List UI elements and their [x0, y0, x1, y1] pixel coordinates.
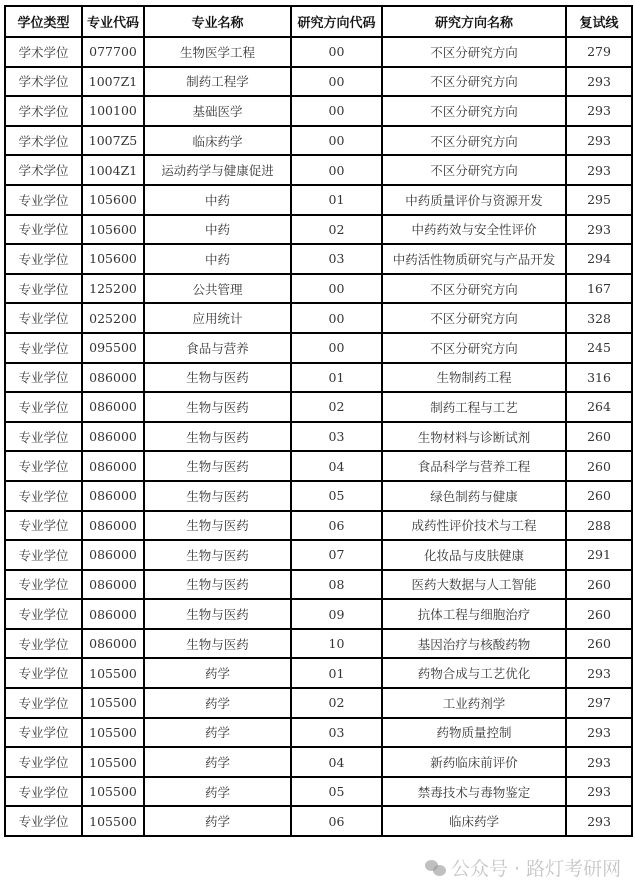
cell-direction-code: 01: [291, 185, 382, 215]
table-row: [5, 481, 632, 511]
cell-direction-name: 不区分研究方向: [382, 96, 566, 126]
table-row: [5, 363, 632, 393]
cell-direction-code: 03: [291, 244, 382, 274]
cell-major-code: 105500: [82, 806, 144, 836]
table-row: [5, 96, 632, 126]
cell-major-name: 生物医学工程: [144, 37, 291, 67]
cell-cutoff-score: 260: [566, 629, 632, 659]
cell-direction-code: 01: [291, 363, 382, 393]
cell-major-name: 生物与医药: [144, 392, 291, 422]
cell-direction-name: 中药活性物质研究与产品开发: [382, 244, 566, 274]
cell-major-code: 086000: [82, 540, 144, 570]
cell-cutoff-score: 260: [566, 570, 632, 600]
cell-major-code: 086000: [82, 363, 144, 393]
table-header-row: [5, 6, 632, 37]
cell-direction-name: 基因治疗与核酸药物: [382, 629, 566, 659]
cell-degree-type: 专业学位: [5, 274, 82, 304]
cell-major-name: 食品与营养: [144, 333, 291, 363]
cell-degree-type: 专业学位: [5, 511, 82, 541]
score-table: [4, 5, 633, 837]
cell-direction-name: 不区分研究方向: [382, 155, 566, 185]
cell-cutoff-score: 288: [566, 511, 632, 541]
table-row: [5, 511, 632, 541]
cell-direction-name: 不区分研究方向: [382, 67, 566, 97]
cell-direction-name: 抗体工程与细胞治疗: [382, 599, 566, 629]
table-row: [5, 540, 632, 570]
cell-direction-name: 药物质量控制: [382, 718, 566, 748]
cell-cutoff-score: 293: [566, 126, 632, 156]
cell-cutoff-score: 245: [566, 333, 632, 363]
cell-cutoff-score: 260: [566, 481, 632, 511]
cell-degree-type: 专业学位: [5, 747, 82, 777]
table-row: [5, 688, 632, 718]
cell-cutoff-score: 291: [566, 540, 632, 570]
cell-direction-code: 00: [291, 274, 382, 304]
table-row: [5, 718, 632, 748]
cell-direction-name: 不区分研究方向: [382, 303, 566, 333]
cell-major-name: 药学: [144, 718, 291, 748]
cell-degree-type: 专业学位: [5, 570, 82, 600]
cell-major-name: 生物与医药: [144, 511, 291, 541]
table-row: [5, 37, 632, 67]
cell-major-code: 105500: [82, 718, 144, 748]
cell-degree-type: 专业学位: [5, 658, 82, 688]
cell-direction-name: 药物合成与工艺优化: [382, 658, 566, 688]
watermark: [425, 854, 621, 881]
table-row: [5, 126, 632, 156]
cell-direction-code: 03: [291, 718, 382, 748]
cell-major-name: 生物与医药: [144, 599, 291, 629]
cell-major-name: 基础医学: [144, 96, 291, 126]
table-row: [5, 658, 632, 688]
table-row: [5, 67, 632, 97]
cell-major-code: 025200: [82, 303, 144, 333]
cell-major-name: 运动药学与健康促进: [144, 155, 291, 185]
cell-direction-name: 不区分研究方向: [382, 126, 566, 156]
cell-direction-code: 03: [291, 422, 382, 452]
cell-direction-code: 09: [291, 599, 382, 629]
cell-degree-type: 专业学位: [5, 244, 82, 274]
cell-degree-type: 学术学位: [5, 126, 82, 156]
cell-direction-name: 中药药效与安全性评价: [382, 215, 566, 245]
cell-cutoff-score: 293: [566, 777, 632, 807]
cell-degree-type: 专业学位: [5, 422, 82, 452]
cell-direction-code: 06: [291, 511, 382, 541]
cell-degree-type: 专业学位: [5, 185, 82, 215]
cell-major-code: 086000: [82, 629, 144, 659]
table-row: [5, 629, 632, 659]
cell-cutoff-score: 295: [566, 185, 632, 215]
cell-direction-code: 08: [291, 570, 382, 600]
cell-major-name: 生物与医药: [144, 540, 291, 570]
table-row: [5, 747, 632, 777]
cell-major-code: 086000: [82, 422, 144, 452]
cell-direction-code: 05: [291, 481, 382, 511]
cell-direction-code: 00: [291, 126, 382, 156]
cell-major-name: 生物与医药: [144, 481, 291, 511]
cell-major-code: 100100: [82, 96, 144, 126]
cell-direction-name: 临床药学: [382, 806, 566, 836]
cell-direction-code: 01: [291, 658, 382, 688]
cell-direction-code: 00: [291, 333, 382, 363]
cell-cutoff-score: 297: [566, 688, 632, 718]
cell-degree-type: 专业学位: [5, 599, 82, 629]
cell-degree-type: 专业学位: [5, 303, 82, 333]
cell-major-name: 中药: [144, 215, 291, 245]
cell-major-code: 086000: [82, 570, 144, 600]
cell-direction-name: 工业药剂学: [382, 688, 566, 718]
cell-major-name: 药学: [144, 806, 291, 836]
cell-direction-code: 04: [291, 747, 382, 777]
cell-degree-type: 学术学位: [5, 96, 82, 126]
cell-major-name: 药学: [144, 747, 291, 777]
cell-direction-code: 07: [291, 540, 382, 570]
cell-degree-type: 专业学位: [5, 481, 82, 511]
table-row: [5, 155, 632, 185]
cell-direction-code: 02: [291, 688, 382, 718]
cell-direction-code: 00: [291, 303, 382, 333]
header-degree-type: 学位类型: [5, 6, 82, 37]
cell-major-code: 086000: [82, 481, 144, 511]
wechat-icon: [425, 860, 447, 876]
table-row: [5, 185, 632, 215]
cell-major-name: 生物与医药: [144, 422, 291, 452]
cell-cutoff-score: 294: [566, 244, 632, 274]
cell-major-code: 125200: [82, 274, 144, 304]
cell-cutoff-score: 293: [566, 96, 632, 126]
cell-cutoff-score: 260: [566, 599, 632, 629]
cell-direction-name: 制药工程与工艺: [382, 392, 566, 422]
cell-major-name: 应用统计: [144, 303, 291, 333]
cell-major-code: 105500: [82, 747, 144, 777]
cell-major-name: 中药: [144, 244, 291, 274]
cell-cutoff-score: 293: [566, 67, 632, 97]
cell-cutoff-score: 260: [566, 451, 632, 481]
cell-cutoff-score: 293: [566, 155, 632, 185]
cell-major-code: 077700: [82, 37, 144, 67]
cell-major-code: 105600: [82, 215, 144, 245]
table-body: [5, 37, 632, 836]
cell-major-name: 生物与医药: [144, 363, 291, 393]
cell-degree-type: 专业学位: [5, 806, 82, 836]
cell-direction-code: 10: [291, 629, 382, 659]
cell-degree-type: 专业学位: [5, 215, 82, 245]
cell-major-name: 药学: [144, 658, 291, 688]
cell-major-code: 105600: [82, 244, 144, 274]
cell-major-name: 生物与医药: [144, 570, 291, 600]
cell-cutoff-score: 293: [566, 658, 632, 688]
cell-direction-code: 04: [291, 451, 382, 481]
cell-major-code: 105500: [82, 658, 144, 688]
cell-major-name: 公共管理: [144, 274, 291, 304]
table-row: [5, 244, 632, 274]
cell-cutoff-score: 293: [566, 806, 632, 836]
cell-major-name: 药学: [144, 688, 291, 718]
cell-direction-name: 成药性评价技术与工程: [382, 511, 566, 541]
cell-direction-name: 医药大数据与人工智能: [382, 570, 566, 600]
cell-major-code: 086000: [82, 451, 144, 481]
cell-major-code: 1007Z1: [82, 67, 144, 97]
cell-direction-code: 06: [291, 806, 382, 836]
cell-degree-type: 专业学位: [5, 392, 82, 422]
header-direction-code: 研究方向代码: [291, 6, 382, 37]
table-row: [5, 303, 632, 333]
cell-degree-type: 专业学位: [5, 540, 82, 570]
cell-cutoff-score: 279: [566, 37, 632, 67]
cell-major-code: 1004Z1: [82, 155, 144, 185]
header-cutoff-score: 复试线: [566, 6, 632, 37]
table-row: [5, 422, 632, 452]
cell-major-name: 临床药学: [144, 126, 291, 156]
cell-direction-code: 02: [291, 392, 382, 422]
table-row: [5, 451, 632, 481]
cell-direction-name: 新药临床前评价: [382, 747, 566, 777]
cell-direction-name: 禁毒技术与毒物鉴定: [382, 777, 566, 807]
header-direction-name: 研究方向名称: [382, 6, 566, 37]
table-row: [5, 777, 632, 807]
table-row: [5, 806, 632, 836]
cell-major-name: 药学: [144, 777, 291, 807]
cell-direction-name: 不区分研究方向: [382, 333, 566, 363]
cell-major-code: 105600: [82, 185, 144, 215]
cell-major-name: 生物与医药: [144, 451, 291, 481]
cell-degree-type: 专业学位: [5, 718, 82, 748]
cell-degree-type: 专业学位: [5, 363, 82, 393]
cell-degree-type: 专业学位: [5, 777, 82, 807]
cell-direction-code: 05: [291, 777, 382, 807]
cell-cutoff-score: 264: [566, 392, 632, 422]
cell-direction-name: 食品科学与营养工程: [382, 451, 566, 481]
cell-direction-name: 化妆品与皮肤健康: [382, 540, 566, 570]
cell-degree-type: 专业学位: [5, 333, 82, 363]
cell-cutoff-score: 328: [566, 303, 632, 333]
table-row: [5, 333, 632, 363]
cell-direction-name: 绿色制药与健康: [382, 481, 566, 511]
cell-cutoff-score: 293: [566, 215, 632, 245]
cell-degree-type: 学术学位: [5, 67, 82, 97]
cell-cutoff-score: 316: [566, 363, 632, 393]
cell-direction-name: 中药质量评价与资源开发: [382, 185, 566, 215]
watermark-text: 公众号 · 路灯考研网: [451, 858, 622, 880]
cell-major-name: 制药工程学: [144, 67, 291, 97]
cell-major-code: 095500: [82, 333, 144, 363]
cell-major-code: 105500: [82, 777, 144, 807]
cell-degree-type: 专业学位: [5, 629, 82, 659]
cell-direction-name: 生物制药工程: [382, 363, 566, 393]
cell-degree-type: 学术学位: [5, 155, 82, 185]
cell-major-code: 086000: [82, 599, 144, 629]
cell-major-name: 中药: [144, 185, 291, 215]
cell-degree-type: 学术学位: [5, 37, 82, 67]
table-row: [5, 599, 632, 629]
cell-degree-type: 专业学位: [5, 451, 82, 481]
cell-major-code: 086000: [82, 392, 144, 422]
cell-cutoff-score: 167: [566, 274, 632, 304]
table-row: [5, 274, 632, 304]
cell-direction-name: 不区分研究方向: [382, 37, 566, 67]
cell-cutoff-score: 293: [566, 718, 632, 748]
cell-direction-name: 不区分研究方向: [382, 274, 566, 304]
cell-direction-code: 00: [291, 155, 382, 185]
cell-degree-type: 专业学位: [5, 688, 82, 718]
table-row: [5, 570, 632, 600]
table-row: [5, 215, 632, 245]
cell-direction-code: 00: [291, 37, 382, 67]
cell-major-code: 086000: [82, 511, 144, 541]
cell-major-name: 生物与医药: [144, 629, 291, 659]
header-major-name: 专业名称: [144, 6, 291, 37]
cell-direction-code: 00: [291, 67, 382, 97]
cell-direction-name: 生物材料与诊断试剂: [382, 422, 566, 452]
cell-direction-code: 00: [291, 96, 382, 126]
cell-cutoff-score: 260: [566, 422, 632, 452]
cell-cutoff-score: 293: [566, 747, 632, 777]
cell-major-code: 105500: [82, 688, 144, 718]
cell-direction-code: 02: [291, 215, 382, 245]
table-row: [5, 392, 632, 422]
cell-major-code: 1007Z5: [82, 126, 144, 156]
header-major-code: 专业代码: [82, 6, 144, 37]
